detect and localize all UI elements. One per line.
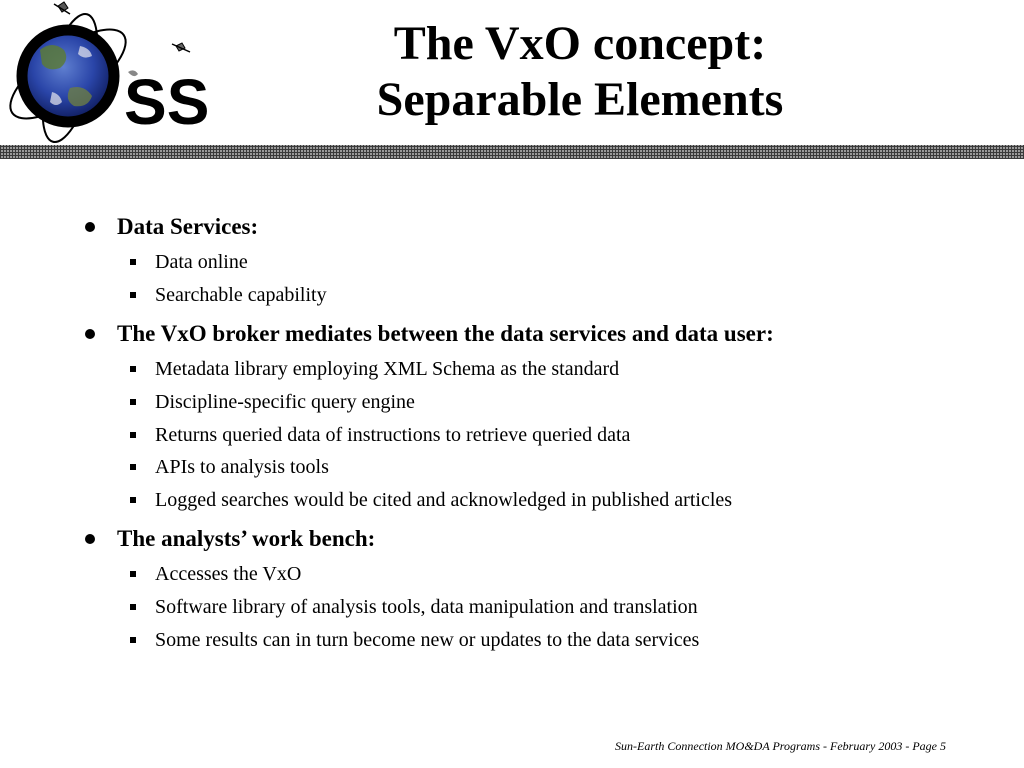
sub-bullet-text: Discipline-specific query engine xyxy=(155,391,415,413)
sub-bullet xyxy=(155,390,415,414)
square-bullet-icon xyxy=(130,497,136,503)
sub-bullet-text: Data online xyxy=(155,251,248,273)
sub-bullet xyxy=(155,628,699,652)
sub-bullet-text: Metadata library employing XML Schema as the standard xyxy=(155,358,620,380)
bullet-dot-icon xyxy=(85,222,95,232)
title-line-2: Separable Elements xyxy=(376,73,784,126)
bullet-vxo-broker xyxy=(117,320,774,348)
bullet-heading: The analysts’ work bench: xyxy=(117,526,376,551)
logo-text: SS xyxy=(124,66,210,138)
slide-footer: Sun-Earth Connection MO&DA Programs - February 2003 - Page 5 xyxy=(615,739,946,753)
square-bullet-icon xyxy=(130,366,136,372)
sub-bullet-text: Accesses the VxO xyxy=(155,563,302,585)
square-bullet-icon xyxy=(130,432,136,438)
sub-bullet xyxy=(155,562,301,586)
title-line-1: The VxO concept: xyxy=(393,17,767,70)
sub-bullet-text: Some results can in turn become new or updates to the data services xyxy=(155,629,700,651)
square-bullet-icon xyxy=(130,259,136,265)
square-bullet-icon xyxy=(130,464,136,470)
sub-bullet xyxy=(155,595,698,619)
sub-bullet-text: Logged searches would be cited and acknowledged in published articles xyxy=(155,489,733,511)
square-bullet-icon xyxy=(130,571,136,577)
bullet-analysts-work-bench xyxy=(117,525,375,553)
bullet-heading: Data Services: xyxy=(117,214,259,239)
sub-bullet-text: Software library of analysis tools, data manipulation and translation xyxy=(155,596,698,618)
bullet-heading: The VxO broker mediates between the data services and data user: xyxy=(117,321,774,346)
bullet-data-services xyxy=(117,213,258,241)
sub-bullet xyxy=(155,455,329,479)
square-bullet-icon xyxy=(130,399,136,405)
square-bullet-icon xyxy=(130,604,136,610)
sub-bullet xyxy=(155,488,732,512)
square-bullet-icon xyxy=(130,637,136,643)
sub-bullet-text: Searchable capability xyxy=(155,284,327,306)
sub-bullet-text: APIs to analysis tools xyxy=(155,456,329,478)
sub-bullet xyxy=(155,423,630,447)
bullet-dot-icon xyxy=(85,329,95,339)
sub-bullet xyxy=(155,357,619,381)
square-bullet-icon xyxy=(130,292,136,298)
sub-bullet xyxy=(155,283,327,307)
bullet-dot-icon xyxy=(85,534,95,544)
sub-bullet-text: Returns queried data of instructions to retrieve queried data xyxy=(155,424,631,446)
sub-bullet xyxy=(155,250,248,274)
